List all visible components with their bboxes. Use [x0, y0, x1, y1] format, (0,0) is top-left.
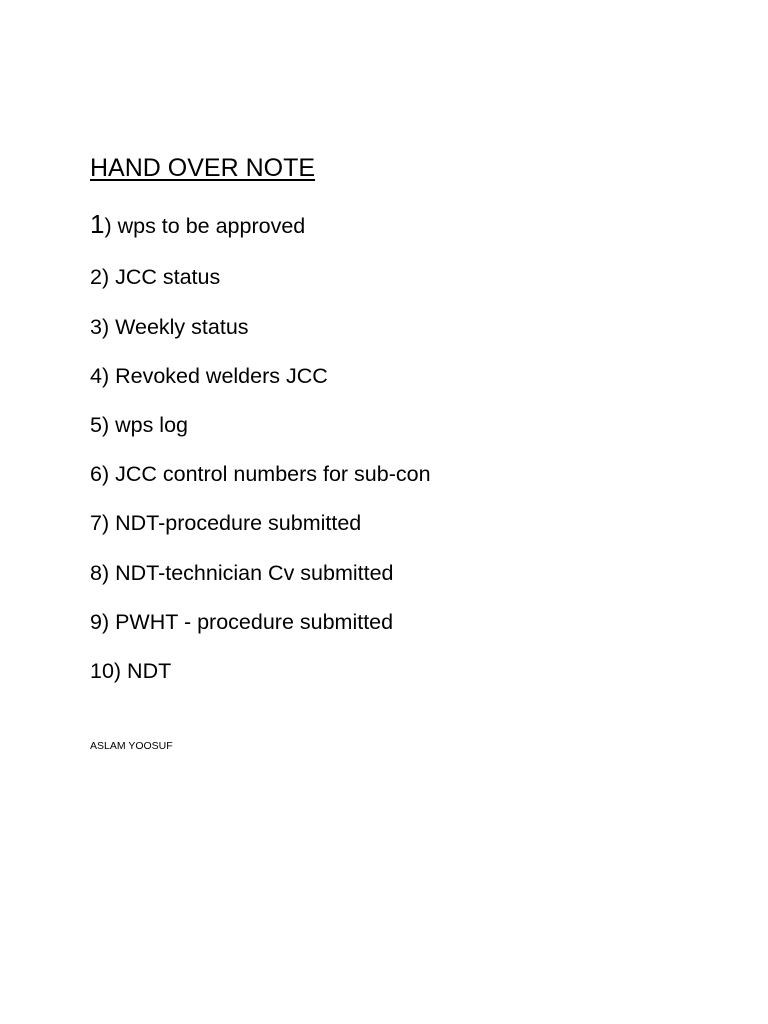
- list-item-text: ) wps to be approved: [104, 214, 306, 238]
- document-title: HAND OVER NOTE: [90, 154, 316, 182]
- list-item: 2) JCC status: [90, 265, 221, 289]
- list-item: 4) Revoked welders JCC: [90, 364, 328, 388]
- list-item: 6) JCC control numbers for sub-con: [90, 462, 431, 486]
- list-item-number: 1: [90, 209, 105, 239]
- signature: ASLAM YOOSUF: [90, 740, 173, 752]
- list-item: 10) NDT: [90, 659, 172, 683]
- list-item: 7) NDT-procedure submitted: [90, 511, 362, 535]
- list-item: [90, 210, 305, 240]
- list-item: 8) NDT-technician Cv submitted: [90, 561, 394, 585]
- list-item: 3) Weekly status: [90, 315, 249, 339]
- list-item: 5) wps log: [90, 413, 188, 437]
- list-item: 9) PWHT - procedure submitted: [90, 610, 394, 634]
